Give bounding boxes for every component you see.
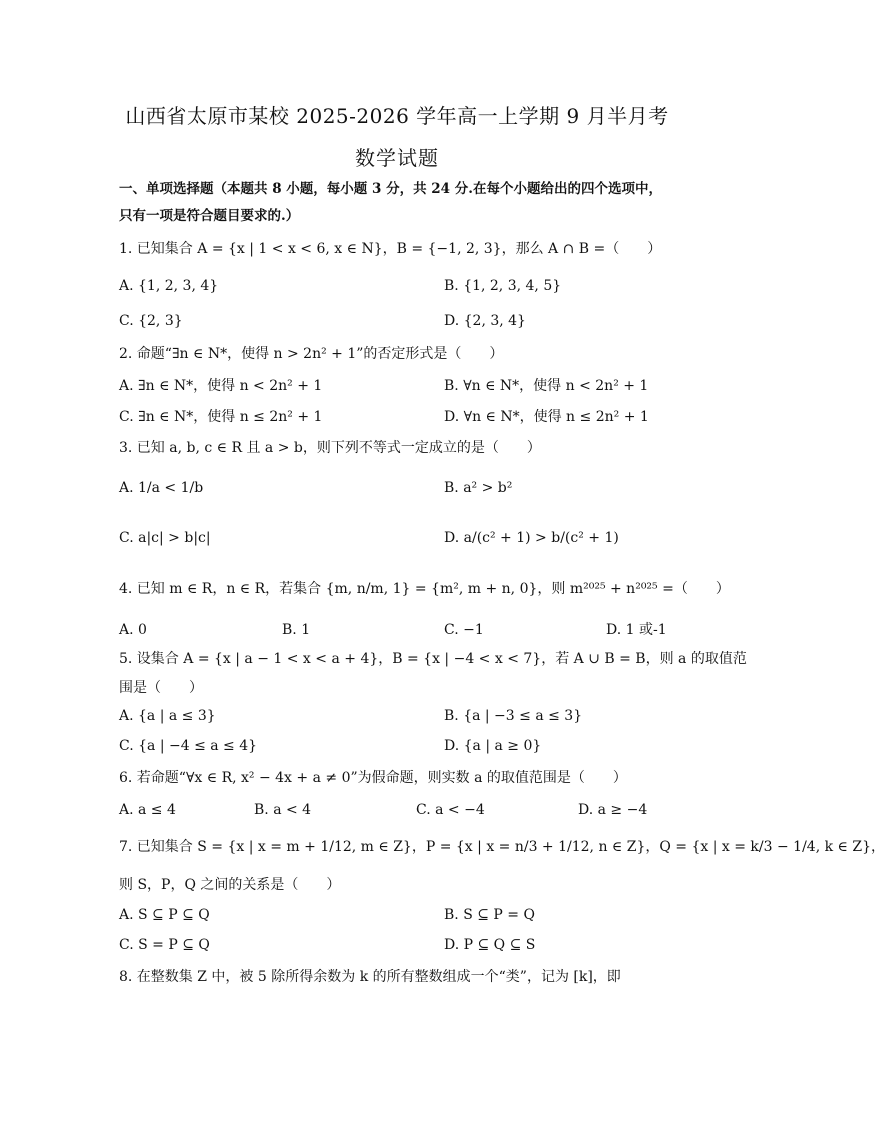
question-6-option-b: B. a < 4 [254,802,312,818]
question-4-option-a: A. 0 [119,622,147,638]
question-7-option-c: C. S = P ⊆ Q [119,937,210,953]
question-1-option-c: C. {2, 3} [119,313,183,329]
question-4-option-c: C. −1 [444,622,484,638]
question-2-stem: 2. 命题“∃n ∈ N*，使得 n > 2n² + 1”的否定形式是（ ） [119,346,504,362]
question-7-option-d: D. P ⊆ Q ⊆ S [444,937,536,953]
question-6-option-a: A. a ≤ 4 [119,802,176,818]
question-5-option-c: C. {a | −4 ≤ a ≤ 4} [119,738,258,754]
exam-title: 山西省太原市某校 2025-2026 学年高一上学期 9 月半月考 [125,104,669,128]
question-4-stem: 4. 已知 m ∈ R，n ∈ R，若集合 {m, n/m, 1} = {m², m + n, 0}，则 m²⁰²⁵ + n²⁰²⁵ =（ ） [119,581,730,597]
question-1-option-a: A. {1, 2, 3, 4} [119,278,219,294]
question-5-option-b: B. {a | −3 ≤ a ≤ 3} [444,708,583,724]
question-1-option-b: B. {1, 2, 3, 4, 5} [444,278,562,294]
question-8-stem: 8. 在整数集 Z 中，被 5 除所得余数为 k 的所有整数组成一个“类”，记为 [k]，即 [119,969,621,985]
question-2-option-c: C. ∃n ∈ N*，使得 n ≤ 2n² + 1 [119,409,323,425]
question-1-option-d: D. {2, 3, 4} [444,313,526,329]
question-3-stem: 3. 已知 a, b, c ∈ R 且 a > b，则下列不等式一定成立的是（ ） [119,440,541,456]
question-3-option-a: A. 1/a < 1/b [119,480,204,496]
section-heading-line2: 只有一项是符合题目要求的.） [119,208,300,224]
question-3-option-b: B. a² > b² [444,480,513,496]
exam-subtitle: 数学试题 [355,146,439,170]
question-6-option-d: D. a ≥ −4 [578,802,648,818]
question-6-option-c: C. a < −4 [416,802,485,818]
question-2-option-d: D. ∀n ∈ N*，使得 n ≤ 2n² + 1 [444,409,649,425]
question-5-stem-line1: 5. 设集合 A = {x | a − 1 < x < a + 4}，B = {x | −4 < x < 7}，若 A ∪ B = B，则 a 的取值范 [119,651,747,667]
question-7-stem-line2: 则 S，P，Q 之间的关系是（ ） [119,877,341,893]
section-heading-line1: 一、单项选择题（本题共 8 小题，每小题 3 分，共 24 分.在每个小题给出的四个选项中， [119,181,662,197]
question-7-stem-line1: 7. 已知集合 S = {x | x = m + 1/12, m ∈ Z}，P = {x | x = n/3 + 1/12, n ∈ Z}，Q = {x | x = k/3 − 1/4, k ∈ Z}， [119,839,885,855]
question-3-option-d: D. a/(c² + 1) > b/(c² + 1) [444,530,619,546]
question-4-option-d: D. 1 或-1 [606,622,667,638]
question-2-option-a: A. ∃n ∈ N*，使得 n < 2n² + 1 [119,378,323,394]
question-4-option-b: B. 1 [282,622,311,638]
question-6-stem: 6. 若命题“∀x ∈ R, x² − 4x + a ≠ 0”为假命题，则实数 a 的取值范围是（ ） [119,770,627,786]
question-5-option-d: D. {a | a ≥ 0} [444,738,542,754]
question-5-stem-line2: 围是（ ） [119,680,203,696]
question-3-option-c: C. a|c| > b|c| [119,530,211,546]
question-7-option-a: A. S ⊆ P ⊆ Q [119,907,210,923]
question-5-option-a: A. {a | a ≤ 3} [119,708,216,724]
question-2-option-b: B. ∀n ∈ N*，使得 n < 2n² + 1 [444,378,649,394]
question-1-stem: 1. 已知集合 A = {x | 1 < x < 6, x ∈ N}，B = {−1, 2, 3}，那么 A ∩ B =（ ） [119,241,662,257]
question-7-option-b: B. S ⊆ P = Q [444,907,535,923]
